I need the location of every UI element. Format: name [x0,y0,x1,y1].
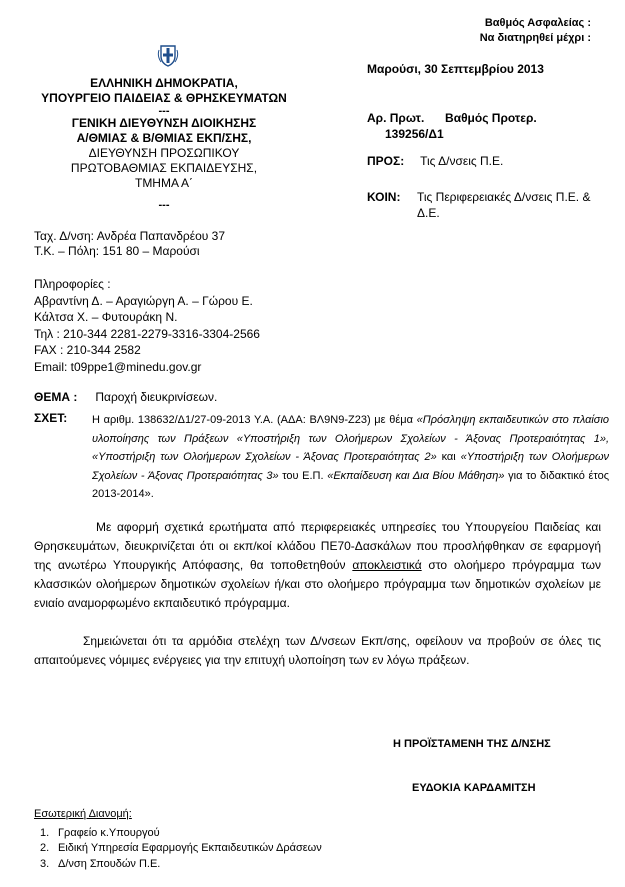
info-label: Πληροφορίες : [34,277,111,291]
reference-title: «Πρόσληψη εκπαιδευτικών στο πλαίσιο υλοποίησης των Πράξεων «Υποστήριξη των Ολοήμερων Σχολείων - Άξονας Προτεραιότητας 1», «Υποστήριξη των Ολοήμερων Σχολείων - Άξονας Προτεραιότητας 2» [92,414,610,463]
info-email[interactable]: Email: t09ppe1@minedu.gov.gr [34,359,202,374]
distribution-item-text: Δ/νση Σπουδών Π.Ε. [58,857,161,870]
distribution-item-number: 3. [40,857,50,870]
distribution-item-number: 1. [40,826,50,839]
body-p1-start: Με αφορμή σχετικά ερωτήματα από περιφερειακές υπηρεσίες του Υπουργείου Παιδείας και Θρησκευμάτων, διευκρινίζεται ότι οι εκπ/κοί κλάδου ΠΕ70-Δασκάλων που προσλήφθηκαν σε εφαρμογή της ανωτέρω Υπουργικής Απόφασης, θα τοποθετηθούν [34,520,601,572]
sender-general-directorate: ΓΕΝΙΚΗ ΔΙΕΥΘΥΝΣΗ ΔΙΟΙΚΗΣΗΣ [71,116,257,130]
protocol-label: Αρ. Πρωτ. [367,111,425,125]
reference-mid: του Ε.Π. [278,469,328,482]
reference-prefix: Η αριθμ. 138632/Δ1/27-09-2013 Υ.Α. (ΑΔΑ: ΒΛ9Ν9-Ζ23) με θέμα [92,414,417,426]
distribution-item-number: 2. [40,842,50,854]
reference-row [34,411,609,504]
distribution-block [34,807,322,872]
sender-separator-2: --- [158,199,170,211]
priority-label: Βαθμός Προτερ. [445,111,537,125]
cc-value-line-2: Δ.Ε. [417,206,440,220]
body-text [34,518,601,670]
distribution-item-text: Ειδική Υπηρεσία Εφαρμογής Εκπαιδευτικών Δράσεων [58,842,322,854]
info-fax: FAX : 210-344 2582 [34,343,141,357]
subject-label: ΘΕΜΑ : [34,390,78,404]
reference-suffix: για το διδακτικό έτος 2013-2014». [92,469,609,500]
reference-programme: «Εκπαίδευση και Δια Βίου Μάθηση» [327,469,505,482]
body-p1-emphasis: αποκλειστικά [352,558,422,572]
sender-block [34,76,294,213]
recipient-label: ΠΡΟΣ: [367,154,405,168]
body-paragraph-1 [34,518,601,613]
info-block [34,276,260,375]
body-paragraph-2: Σημειώνεται ότι τα αρμόδια στελέχη των Δ/νσεων Εκπ/σης, οφείλουν να προβούν σε όλες τις απαιτούμενες νόμιμες ενέργειες για την επιτυχή υλοποίηση των εν λόγω πράξεων. [34,634,601,667]
sender-education-levels: Α/ΘΜΙΑΣ & Β/ΘΜΙΑΣ ΕΚΠ/ΣΗΣ, [76,131,252,145]
coat-of-arms-icon [157,42,179,68]
signature-name: ΕΥΔΟΚΙΑ ΚΑΡΔΑΜΙΤΣΗ [412,782,536,794]
cc-value-line-1: Τις Περιφερειακές Δ/νσεις Π.Ε. & [417,190,591,204]
security-grade: Βαθμός Ασφαλείας : [484,17,591,29]
distribution-item-text: Γραφείο κ.Υπουργού [58,826,160,839]
reference-title-2: «Υποστήριξη των Ολοήμερων Σχολείων - Άξονας Προτεραιότητας 3» [92,451,610,482]
protocol-block [367,110,537,142]
info-telephone: Τηλ : 210-344 2281-2279-3316-3304-2566 [34,326,260,341]
distribution-item [34,857,322,873]
info-persons-1: Αβραντίνη Δ. – Αραγιώργη Α. – Γώρου Ε. [34,293,253,308]
cc-label: ΚΟΙΝ: [367,190,401,204]
sender-department: ΤΜΗΜΑ Α΄ [134,176,193,190]
reference-label: ΣΧΕΤ: [34,411,68,425]
keep-until: Να διατηρηθεί μέχρι : [479,32,591,44]
subject-value: Παροχή διευκρινίσεων. [95,390,218,404]
sender-country: ΕΛΛΗΝΙΚΗ ΔΗΜΟΚΡΑΤΙΑ, [90,76,238,90]
sender-ministry: ΥΠΟΥΡΓΕΙΟ ΠΑΙΔΕΙΑΣ & ΘΡΗΣΚΕΥΜΑΤΩΝ [41,91,287,105]
sender-primary-education: ΠΡΩΤΟΒΑΘΜΙΑΣ ΕΚΠΑΙΔΕΥΣΗΣ, [70,161,258,175]
subject-row [34,390,217,404]
document-date: Μαρούσι, 30 Σεπτεμβρίου 2013 [367,62,544,76]
reference-and: και [441,451,461,463]
distribution-label: Εσωτερική Διανομή: [34,808,132,820]
protocol-number: 139256/Δ1 [385,127,444,141]
distribution-item [34,826,322,842]
recipient-row [367,154,503,168]
distribution-item [34,841,322,857]
address-street: Ταχ. Δ/νση: Ανδρέα Παπανδρέου 37 [34,229,226,243]
address-block [34,229,225,259]
recipient-value: Τις Δ/νσεις Π.Ε. [420,154,504,168]
cc-row [367,189,607,221]
security-block [480,16,591,46]
body-p1-end: στο ολοήμερο πρόγραμμα των κλασσικών ολοήμερων δημοτικών σχολείων ή/και στο ολοήμερο πρόγραμμα των δημοτικών σχολείων με ενιαίο αναμορφωμένο εκπαιδευτικό πρόγραμμα. [34,558,602,610]
reference-text [34,411,609,504]
info-persons-2: Κάλτσα Χ. – Φυτουράκη Ν. [34,310,178,324]
sender-directorate: ΔΙΕΥΘΥΝΣΗ ΠΡΟΣΩΠΙΚΟΥ [88,146,240,160]
signature-title: Η ΠΡΟΪΣΤΑΜΕΝΗ ΤΗΣ Δ/ΝΣΗΣ [393,738,551,750]
sender-separator-1: --- [158,105,170,117]
address-city: Τ.Κ. – Πόλη: 151 80 – Μαρούσι [34,244,200,258]
